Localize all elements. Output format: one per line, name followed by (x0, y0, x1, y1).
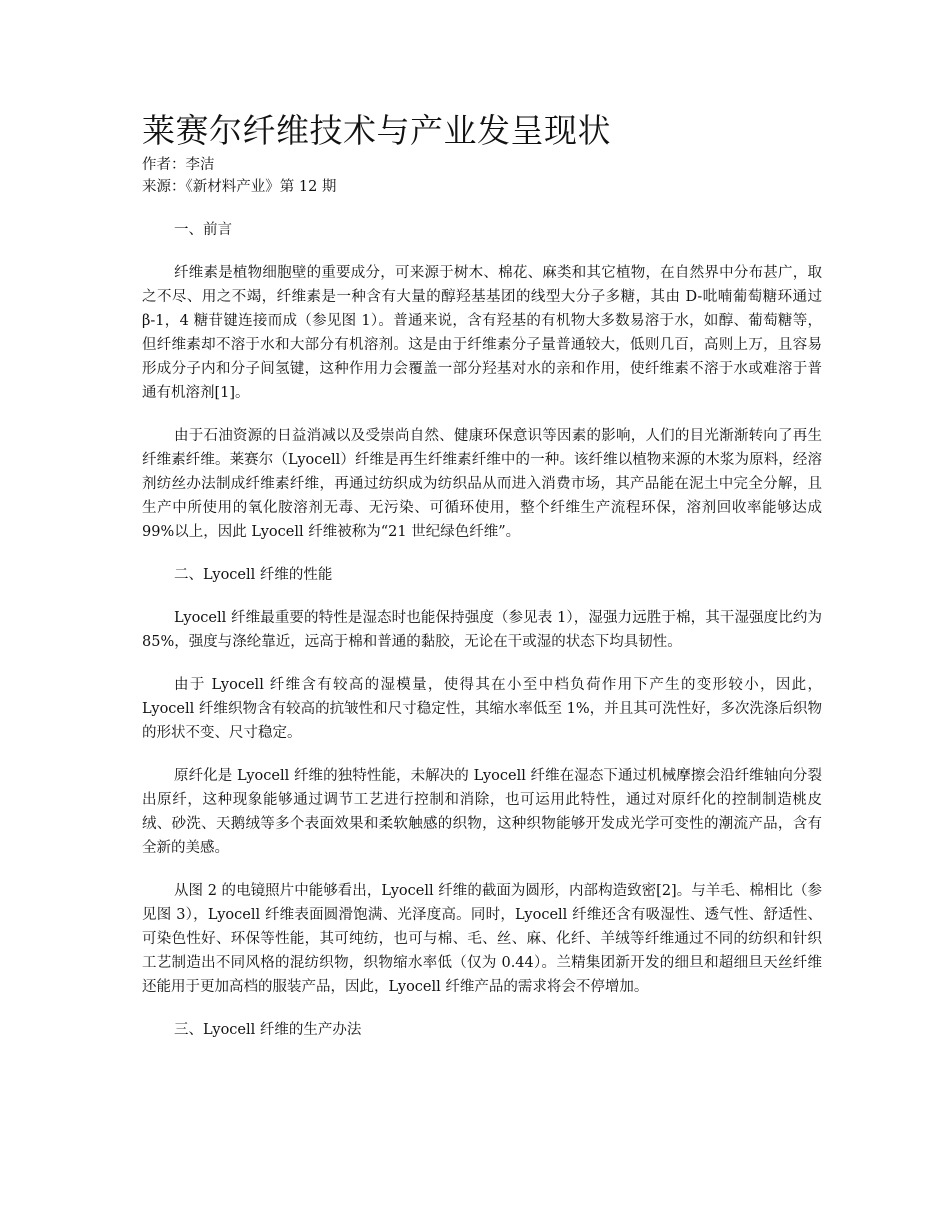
author-line: 作者：李洁 (142, 157, 215, 173)
paragraph: 纤维素是植物细胞壁的重要成分，可来源于树木、棉花、麻类和其它植物，在自然界中分布甚广，取之不尽、用之不竭，纤维素是一种含有大量的醇羟基基团的线型大分子多糖，其由 D-吡喃葡萄糖环通过 β-1，4 糖苷键连接而成（参见图 1）。普通来说，含有羟基的有机物大多数易溶于水，如醇、葡萄糖等，但纤维素却不溶于水和大部分有机溶剂。这是由于纤维素分子量普通较大，低则几百，高则上万，且容易形成分子内和分子间氢键，这种作用力会覆盖一部分羟基对水的亲和作用，使纤维素不溶于水或难溶于普通有机溶剂[1]。 (142, 265, 822, 401)
document-page (142, 108, 822, 1042)
paragraph: 由于 Lyocell 纤维含有较高的湿模量，使得其在小至中档负荷作用下产生的变形较小，因此，Lyocell 纤维织物含有较高的抗皱性和尺寸稳定性，其缩水率低至 1%，并且其可洗性好，多次洗涤后织物的形状不变、尺寸稳定。 (142, 677, 822, 741)
paragraph: 原纤化是 Lyocell 纤维的独特性能，未解决的 Lyocell 纤维在湿态下通过机械摩擦会沿纤维轴向分裂出原纤，这种现象能够通过调节工艺进行控制和消除，也可运用此特性，通过对原纤化的控制制造桃皮绒、砂洗、天鹅绒等多个表面效果和柔软触感的织物，这种织物能够开发成光学可变性的潮流产品，含有全新的美感。 (142, 768, 822, 856)
paragraph: Lyocell 纤维最重要的特性是湿态时也能保持强度（参见表 1），湿强力远胜于棉，其干湿强度比约为 85%，强度与涤纶靠近，远高于棉和普通的黏胶，无论在干或湿的状态下均具韧性。 (142, 610, 822, 650)
section-heading-intro: 一、前言 (174, 222, 232, 238)
section-heading-properties: 二、Lyocell 纤维的性能 (174, 567, 333, 583)
source-line: 来源：《新材料产业》第 12 期 (142, 179, 337, 195)
section-heading-production: 三、Lyocell 纤维的生产办法 (174, 1022, 362, 1038)
paragraph: 从图 2 的电镜照片中能够看出，Lyocell 纤维的截面为圆形，内部构造致密[2]。与羊毛、棉相比（参见图 3），Lyocell 纤维表面圆滑饱满、光泽度高。同时，Lyocell 纤维还含有吸湿性、透气性、舒适性、可染色性好、环保等性能，其可纯纺，也可与棉、毛、丝、麻、化纤、羊绒等纤维通过不同的纺织和针织工艺制造出不同风格的混纺织物，织物缩水率低（仅为 0.44）。兰精集团新开发的细旦和超细旦天丝纤维还能用于更加高档的服装产品，因此，Lyocell 纤维产品的需求将会不停增加。 (142, 883, 822, 995)
paragraph: 由于石油资源的日益消减以及受崇尚自然、健康环保意识等因素的影响，人们的目光渐渐转向了再生纤维素纤维。莱赛尔（Lyocell）纤维是再生纤维素纤维中的一种。该纤维以植物来源的木浆为原料，经溶剂纺丝办法制成纤维素纤维，再通过纺织成为纺织品从而进入消费市场，其产品能在泥土中完全分解，且生产中所使用的氧化胺溶剂无毒、无污染、可循环使用，整个纤维生产流程环保，溶剂回收率能够达成 99%以上，因此 Lyocell 纤维被称为“21 世纪绿色纤维”。 (142, 428, 822, 540)
document-title: 莱赛尔纤维技术与产业发呈现状 (142, 111, 611, 150)
